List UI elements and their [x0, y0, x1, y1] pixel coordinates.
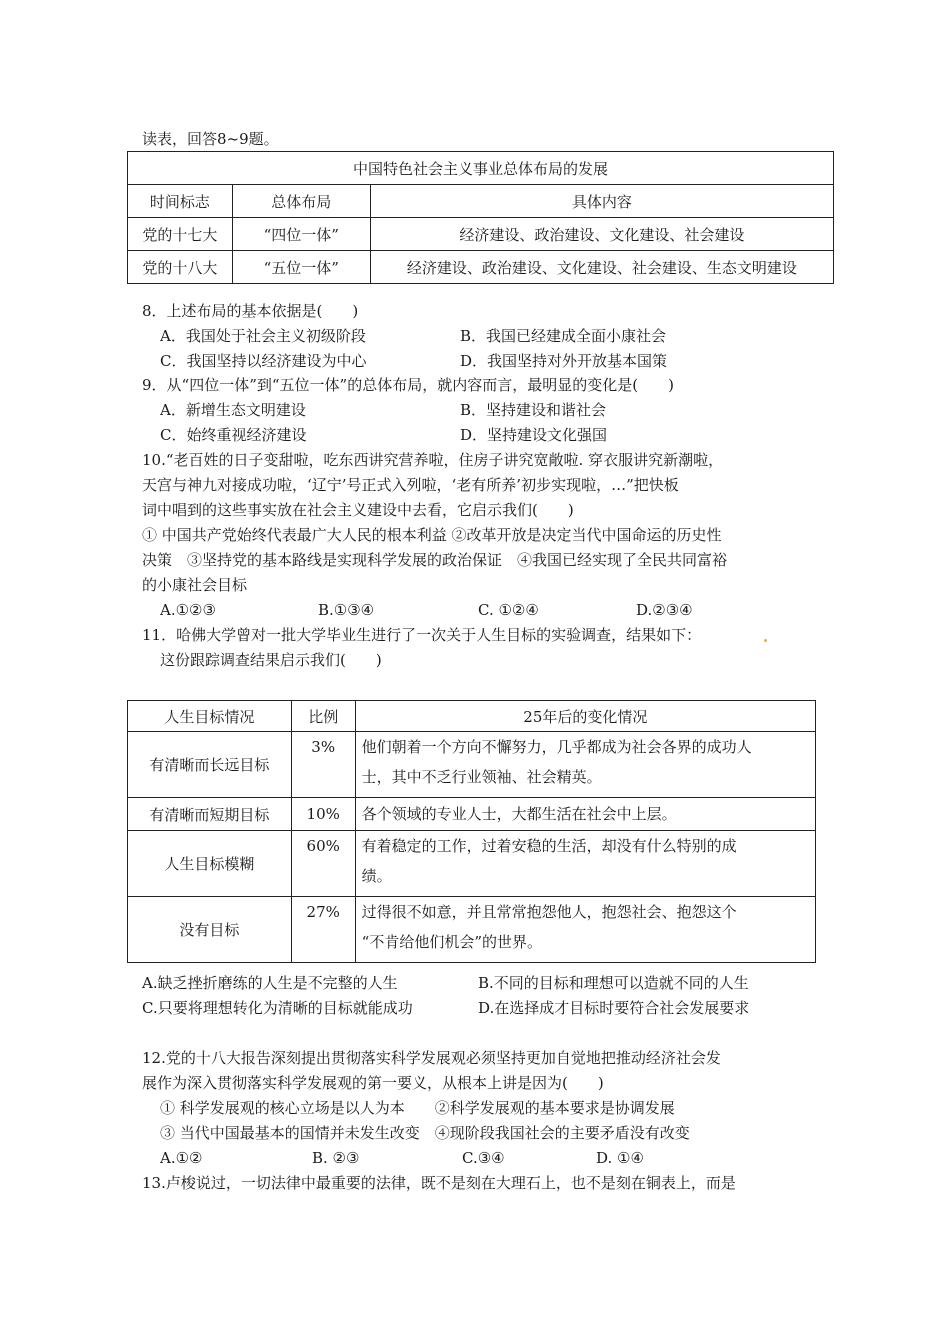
q10-option-b: B.①③④	[318, 601, 375, 619]
q10-option-d: D.②③④	[636, 601, 693, 619]
q11-option-d: D.在选择成才目标时要符合社会发展要求	[478, 999, 750, 1017]
change-line: 各个领域的专业人士，大都生活在社会中上层。	[361, 805, 677, 823]
layout-cell: 经济建设、政治建设、文化建设、社会建设、生态文明建设	[370, 251, 833, 284]
goals-cell-change	[355, 831, 815, 897]
q8-option-a: A．我国处于社会主义初级阶段	[160, 327, 366, 345]
q11-option-b: B.不同的目标和理想可以造就不同的人生	[478, 974, 749, 992]
goals-cell-goal: 人生目标模糊	[128, 831, 292, 897]
q10-option-a: A.①②③	[160, 601, 216, 619]
layout-cell: 党的十七大	[128, 218, 233, 251]
q12-line: 12.党的十八大报告深刻提出贯彻落实科学发展观必须坚持更加自觉地把推动经济社会发	[142, 1049, 721, 1067]
change-line: “不肯给他们机会”的世界。	[361, 933, 543, 951]
q10-line: 10.“老百姓的日子变甜啦，吃东西讲究营养啦，住房子讲究宽敞啦. 穿衣服讲究新潮啦，	[142, 451, 724, 469]
q10-line: 天宫与神九对接成功啦，‘辽宁’号正式入列啦，‘老有所养’初步实现啦，…”把快板	[142, 476, 679, 494]
goals-header-change: 25年后的变化情况	[355, 701, 815, 732]
goals-cell-change	[355, 798, 815, 831]
goals-cell-ratio: 27%	[291, 897, 355, 963]
q12-option-b: B. ②③	[312, 1149, 360, 1167]
q10-line: 决策 ③坚持党的基本路线是实现科学发展的政治保证 ④我国已经实现了全民共同富裕	[142, 551, 728, 569]
q8-option-b: B．我国已经建成全面小康社会	[460, 327, 667, 345]
goals-cell-ratio: 60%	[291, 831, 355, 897]
layout-table-title: 中国特色社会主义事业总体布局的发展	[128, 152, 834, 185]
change-line: 绩。	[361, 867, 392, 885]
q9-option-c: C．始终重视经济建设	[160, 426, 307, 444]
q12-line: 展作为深入贯彻落实科学发展观的第一要义，从根本上讲是因为( )	[142, 1074, 604, 1092]
q13-line: 13.卢梭说过，一切法律中最重要的法律，既不是刻在大理石上，也不是刻在铜表上，而是	[142, 1174, 736, 1192]
change-line: 他们朝着一个方向不懈努力，几乎都成为社会各界的成功人	[361, 738, 752, 756]
layout-cell: “四位一体”	[232, 218, 370, 251]
q8-option-d: D．我国坚持对外开放基本国策	[460, 352, 668, 370]
q11-option-a: A.缺乏挫折磨练的人生是不完整的人生	[142, 974, 398, 992]
layout-cell: “五位一体”	[232, 251, 370, 284]
q12-line: ① 科学发展观的核心立场是以人为本 ②科学发展观的基本要求是协调发展	[160, 1099, 675, 1117]
q10-line: 的小康社会目标	[142, 576, 248, 594]
goals-cell-goal: 有清晰而长远目标	[128, 732, 292, 798]
goals-cell-goal: 有清晰而短期目标	[128, 798, 292, 831]
goals-cell-goal: 没有目标	[128, 897, 292, 963]
q10-option-c: C. ①②④	[478, 601, 539, 619]
change-line: 过得很不如意，并且常常抱怨他人，抱怨社会、抱怨这个	[361, 903, 737, 921]
q10-line: ① 中国共产党始终代表最广大人民的根本利益 ②改革开放是决定当代中国命运的历史性	[142, 526, 722, 544]
goals-cell-ratio: 10%	[291, 798, 355, 831]
mark-dot	[764, 639, 767, 642]
q8-stem: 8．上述布局的基本依据是( )	[142, 302, 359, 320]
q9-option-b: B．坚持建设和谐社会	[460, 401, 607, 419]
q12-option-a: A.①②	[160, 1149, 203, 1167]
change-line: 士，其中不乏行业领袖、社会精英。	[361, 768, 602, 786]
q11-stem: 11．哈佛大学曾对一批大学毕业生进行了一次关于人生目标的实验调查，结果如下：	[142, 626, 702, 644]
q12-line: ③ 当代中国最基本的国情并未发生改变 ④现阶段我国社会的主要矛盾没有改变	[160, 1124, 690, 1142]
layout-header-layout: 总体布局	[232, 185, 370, 218]
goals-header-goal: 人生目标情况	[128, 701, 292, 732]
q9-option-a: A．新增生态文明建设	[160, 401, 306, 419]
q8-option-c: C．我国坚持以经济建设为中心	[160, 352, 367, 370]
layout-header-time: 时间标志	[128, 185, 233, 218]
goals-cell-change	[355, 732, 815, 798]
q12-option-c: C.③④	[462, 1149, 505, 1167]
layout-header-content: 具体内容	[370, 185, 833, 218]
q11-stem-2: 这份跟踪调查结果启示我们( )	[160, 651, 382, 669]
goals-table	[127, 700, 816, 963]
layout-cell: 党的十八大	[128, 251, 233, 284]
layout-table	[127, 151, 834, 284]
q9-option-d: D．坚持建设文化强国	[460, 426, 608, 444]
goals-header-ratio: 比例	[291, 701, 355, 732]
q12-option-d: D. ①④	[596, 1149, 644, 1167]
goals-cell-change	[355, 897, 815, 963]
q9-stem: 9．从“四位一体”到“五位一体”的总体布局，就内容而言，最明显的变化是( )	[142, 376, 674, 394]
q10-line: 词中唱到的这些事实放在社会主义建设中去看，它启示我们( )	[142, 501, 574, 519]
goals-cell-ratio: 3%	[291, 732, 355, 798]
q11-option-c: C.只要将理想转化为清晰的目标就能成功	[142, 999, 413, 1017]
intro-text: 读表，回答8~9题。	[142, 130, 279, 148]
change-line: 有着稳定的工作，过着安稳的生活，却没有什么特别的成	[361, 837, 737, 855]
layout-cell: 经济建设、政治建设、文化建设、社会建设	[370, 218, 833, 251]
